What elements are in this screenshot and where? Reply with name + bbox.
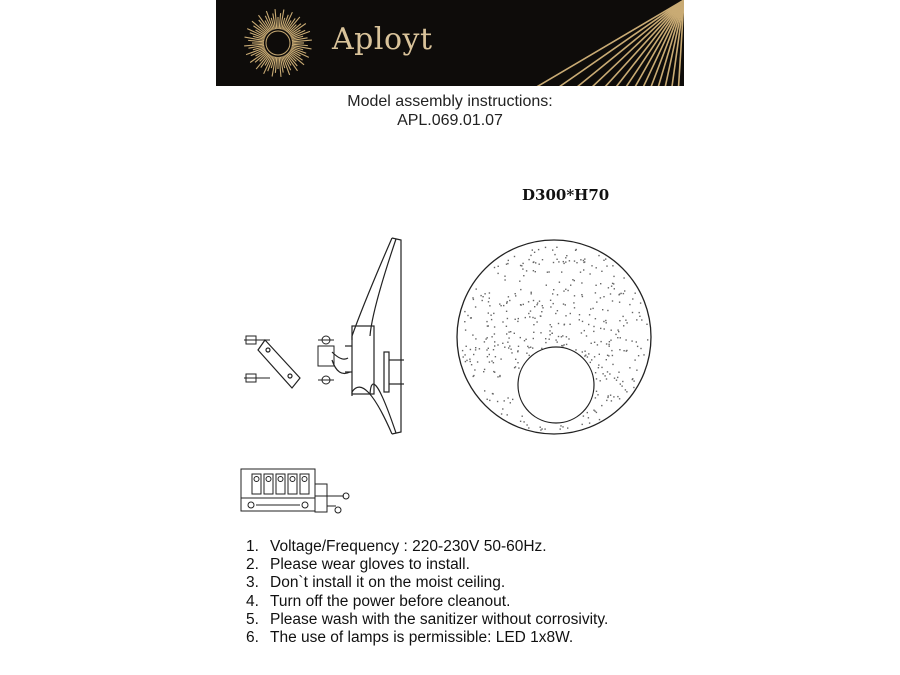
front-view-drawing bbox=[457, 240, 651, 434]
instruction-number: 6. bbox=[246, 629, 259, 647]
instruction-item bbox=[246, 556, 608, 574]
instruction-number: 1. bbox=[246, 538, 259, 555]
instructions-list bbox=[246, 538, 608, 647]
instruction-text: Don`t install it on the moist ceiling. bbox=[270, 574, 506, 592]
instruction-text: The use of lamps is permissible: LED 1x8W. bbox=[270, 629, 574, 647]
instruction-item bbox=[246, 629, 608, 647]
instruction-number: 2. bbox=[246, 556, 259, 574]
instruction-text: Turn off the power before cleanout. bbox=[270, 592, 511, 610]
document-title: Model assembly instructions: bbox=[347, 93, 553, 110]
side-view-drawing bbox=[244, 238, 404, 434]
instruction-item bbox=[246, 538, 608, 556]
wiring-diagram bbox=[241, 469, 349, 513]
instruction-number: 4. bbox=[246, 592, 259, 610]
instruction-item bbox=[246, 574, 608, 592]
instruction-text: Please wear gloves to install. bbox=[270, 556, 470, 574]
dimensions-label: D300*H70 bbox=[522, 186, 610, 204]
instruction-item bbox=[246, 593, 608, 611]
instruction-number: 5. bbox=[246, 610, 259, 628]
instruction-text: Voltage/Frequency : 220-230V 50-60Hz. bbox=[270, 538, 547, 555]
instruction-number: 3. bbox=[246, 574, 259, 592]
model-number: APL.069.01.07 bbox=[397, 112, 503, 129]
instruction-text: Please wash with the sanitizer without corrosivity. bbox=[270, 610, 609, 628]
instruction-item bbox=[246, 611, 608, 629]
brand-name: Aployt bbox=[332, 22, 433, 57]
